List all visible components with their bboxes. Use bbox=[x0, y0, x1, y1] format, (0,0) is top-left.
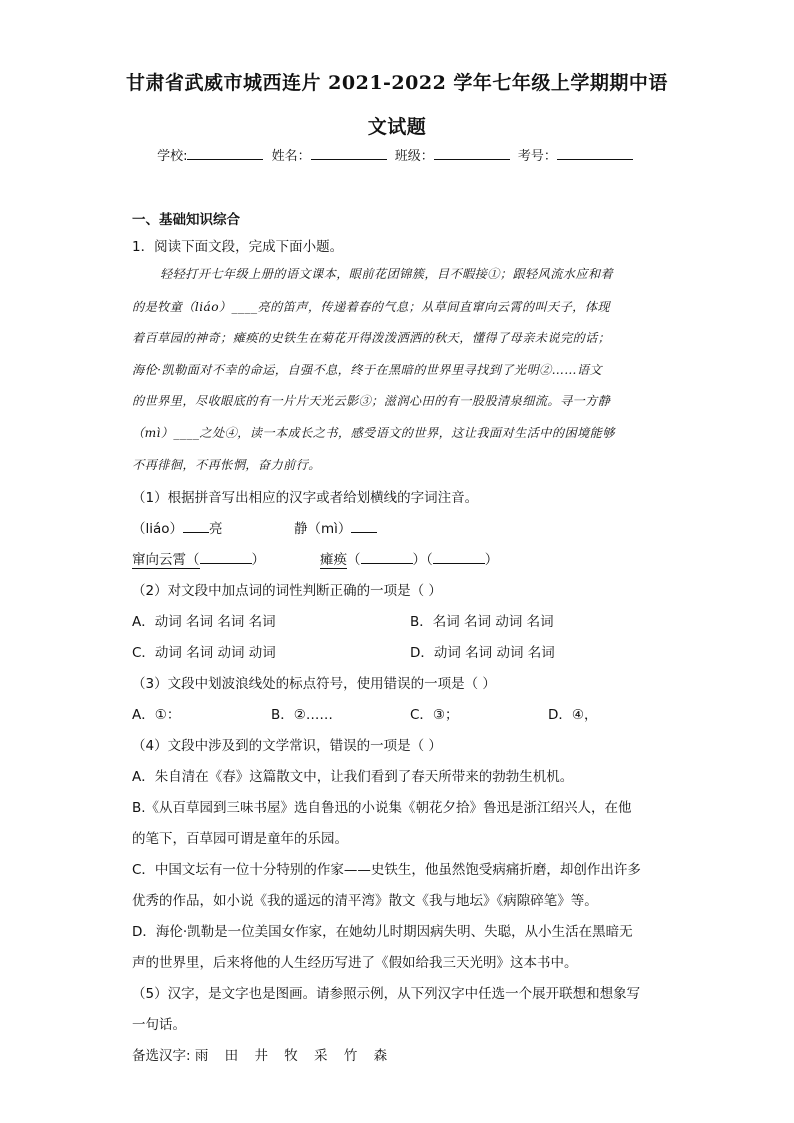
sub4-option-d-line1[interactable]: D．海伦·凯勒是一位美国女作家，在她幼儿时期因病失明、失聪，从小生活在黑暗无 bbox=[132, 924, 633, 940]
candidate-characters bbox=[132, 1044, 387, 1064]
mi-answer-blank[interactable] bbox=[351, 520, 377, 533]
sub4-stem: （4）文段中涉及到的文学常识，错误的一项是（ ） bbox=[132, 738, 442, 754]
sub1-item-mi: 静（mì） bbox=[294, 517, 377, 537]
exam-number-label: 考号： bbox=[517, 149, 557, 164]
class-label: 班级： bbox=[394, 149, 434, 164]
passage-line-1: 轻轻打开七年级上册的语文课本，眼前花团锦簇，目不暇接①；跟轻风流水应和着 bbox=[160, 267, 614, 281]
candidate-char-tian: 田 bbox=[224, 1048, 239, 1064]
school-blank[interactable] bbox=[187, 147, 263, 160]
passage-line-3: 着百草园的神奇；瘫痪的史铁生在菊花开得泼泼洒洒的秋天，懂得了母亲未说完的话； bbox=[132, 331, 611, 345]
sub4-option-b-line1[interactable]: B.《从百草园到三味书屋》选自鲁迅的小说集《朝花夕拾》鲁迅是浙江绍兴人，在他 bbox=[132, 800, 632, 816]
sub4-option-a[interactable]: A．朱自清在《春》这篇散文中，让我们看到了春天所带来的勃勃生机机。 bbox=[132, 769, 574, 785]
sub3-option-b[interactable]: B．②…… bbox=[271, 707, 333, 723]
tan-answer-blank[interactable] bbox=[361, 551, 413, 564]
passage-line-7: 不再徘徊，不再怅惘，奋力前行。 bbox=[132, 458, 321, 472]
sub3-option-c[interactable]: C．③； bbox=[410, 707, 459, 723]
candidate-char-yu: 雨 bbox=[194, 1048, 209, 1064]
sub4-option-b-line2[interactable]: 的笔下，百草园可谓是童年的乐园。 bbox=[132, 831, 348, 847]
candidate-char-cai: 采 bbox=[314, 1048, 328, 1064]
sub4-option-d-line2[interactable]: 声的世界里，后来将他的人生经历写进了《假如给我三天光明》这本书中。 bbox=[132, 955, 578, 971]
passage-line-5: 的世界里，尽收眼底的有一片片天光云影③；滋润心田的有一股股清泉细流。寻一方静 bbox=[132, 394, 611, 408]
name-label: 姓名： bbox=[271, 149, 311, 164]
school-label: 学校: bbox=[157, 149, 188, 164]
sub5-stem-line2: 一句话。 bbox=[132, 1017, 186, 1033]
sub2-option-d[interactable]: D．动词 名词 动词 名词 bbox=[410, 645, 555, 661]
huan-answer-blank[interactable] bbox=[433, 551, 485, 564]
sub4-option-c-line1[interactable]: C．中国文坛有一位十分特别的作家——史铁生，他虽然饱受病痛折磨，却创作出许多 bbox=[132, 862, 641, 878]
sub1-stem: （1）根据拼音写出相应的汉字或者给划横线的字词注音。 bbox=[132, 490, 479, 506]
passage-line-2: 的是牧童（liáo）____亮的笛声，传递着春的气息；从草间直窜向云霄的叫天子，体现 bbox=[132, 300, 610, 314]
sub3-option-d[interactable]: D．④， bbox=[548, 707, 598, 723]
exam-title-line2: 文试题 bbox=[367, 116, 427, 138]
exam-number-blank[interactable] bbox=[557, 147, 633, 160]
candidate-label: 备选汉字: bbox=[132, 1048, 191, 1064]
class-blank[interactable] bbox=[434, 147, 510, 160]
question-1-stem: 1．阅读下面文段，完成下面小题。 bbox=[132, 239, 344, 255]
sub3-option-a[interactable]: A．①： bbox=[132, 707, 181, 723]
section-heading: 一、基础知识综合 bbox=[132, 212, 240, 228]
cuan-answer-blank[interactable] bbox=[200, 551, 252, 564]
sub1-item-cuan: 窜向云霄（ ） bbox=[132, 552, 265, 568]
sub2-stem: （2）对文段中加点词的词性判断正确的一项是（ ） bbox=[132, 583, 442, 599]
sub1-item-tanhuan: 瘫痪（ ）（ ） bbox=[320, 552, 499, 568]
candidate-char-zhu: 竹 bbox=[343, 1048, 358, 1064]
sub2-option-a[interactable]: A．动词 名词 名词 名词 bbox=[132, 614, 276, 630]
sub1-item-liao: （liáo） 亮 bbox=[132, 521, 223, 537]
candidate-char-mu: 牧 bbox=[284, 1048, 298, 1064]
student-info-row bbox=[0, 145, 794, 164]
sub5-stem-line1: （5）汉字，是文字也是图画。请参照示例，从下列汉字中任选一个展开联想和想象写 bbox=[132, 986, 641, 1002]
name-blank[interactable] bbox=[311, 147, 387, 160]
passage-line-4: 海伦·凯勒面对不幸的命运，自强不息，终于在黑暗的世界里寻找到了光明②……语文 bbox=[132, 363, 603, 377]
sub2-option-c[interactable]: C．动词 名词 动词 动词 bbox=[132, 645, 276, 661]
sub4-option-c-line2[interactable]: 优秀的作品，如小说《我的遥远的清平湾》散文《我与地坛》《病隙碎笔》等。 bbox=[132, 893, 598, 909]
passage-line-6: （mì）____之处④，读一本成长之书，感受语文的世界，这让我面对生活中的困境能够 bbox=[132, 426, 615, 440]
exam-title-line1: 甘肃省武威市城西连片 2021-2022 学年七年级上学期期中语 bbox=[126, 72, 668, 94]
sub3-stem: （3）文段中划波浪线处的标点符号，使用错误的一项是（ ） bbox=[132, 676, 496, 692]
liao-answer-blank[interactable] bbox=[183, 520, 209, 533]
candidate-char-jing: 井 bbox=[254, 1048, 268, 1064]
candidate-char-sen: 森 bbox=[373, 1048, 388, 1064]
sub2-option-b[interactable]: B．名词 名词 动词 名词 bbox=[410, 614, 554, 630]
